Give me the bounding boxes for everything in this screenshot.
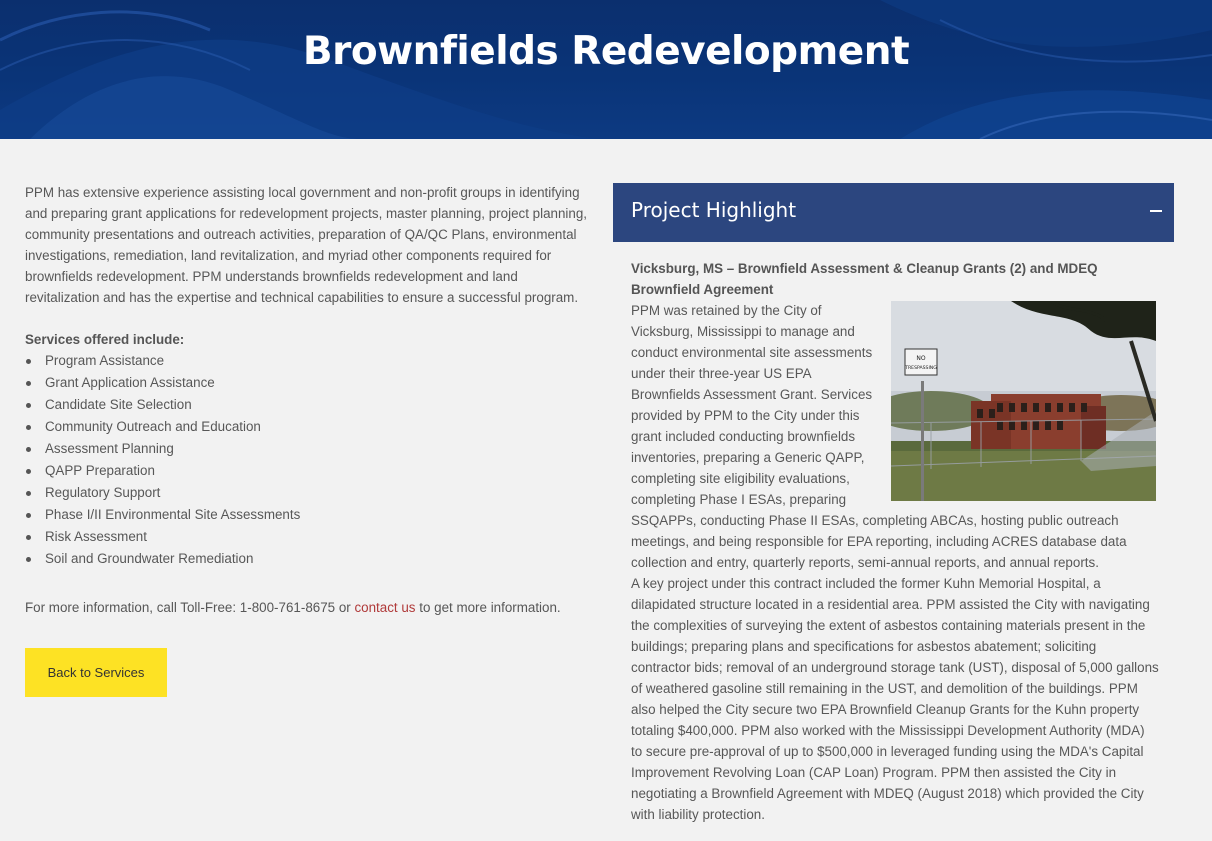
minus-icon[interactable]: [1150, 210, 1162, 212]
list-item: Regulatory Support: [25, 482, 590, 504]
more-info-before: For more information, call Toll-Free: 1-800-761-8675 or: [25, 600, 355, 615]
sign-line-1: NO: [916, 355, 926, 362]
hospital-site-image: [891, 301, 1156, 501]
list-item: Risk Assessment: [25, 526, 590, 548]
page-title: Brownfields Redevelopment: [302, 29, 910, 74]
list-item: Community Outreach and Education: [25, 416, 590, 438]
intro-paragraph: PPM has extensive experience assisting local government and non-profit groups in identifying and preparing grant applications for redevelopment projects, master planning, project planning, community presentations and outreach activities, preparation of QA/QC Plans, environmental investigations, remediation, land revitalization, and myriad other components required for brownfields redevelopment. PPM understands brownfields redevelopment and land revitalization and has the expertise and technical capabilities to ensure a successful program.: [25, 185, 588, 305]
site-photo: [891, 301, 1156, 501]
project-highlight-header[interactable]: [613, 183, 1174, 242]
services-list: [25, 350, 590, 570]
project-highlight-title: Project Highlight: [631, 198, 797, 222]
services-heading: Services offered include:: [25, 332, 185, 347]
more-info-after: to get more information.: [415, 600, 561, 615]
list-item: QAPP Preparation: [25, 460, 590, 482]
list-item: Grant Application Assistance: [25, 372, 590, 394]
project-highlight-content: [631, 258, 1159, 825]
list-item: Phase I/II Environmental Site Assessments: [25, 504, 590, 526]
project-paragraph-2: A key project under this contract included the former Kuhn Memorial Hospital, a dilapidated structure located in a residential area. PPM assisted the City with navigating the complexities of surveying the extent of asbestos containing materials present in the buildings; preparing plans and specifications for asbestos abatement; soliciting contractor bids; removal of an underground storage tank (UST), disposal of 5,000 gallons of weathered gasoline still remaining in the UST, and demolition of the buildings. PPM also helped the City secure two EPA Brownfield Cleanup Grants for the Kuhn property totaling $400,000. PPM also worked with the Mississippi Development Authority (MDA) to secure pre-approval of up to $500,000 in leveraged funding using the MDA's Capital Improvement Revolving Loan (CAP Loan) Program. PPM then assisted the City in negotiating a Brownfield Agreement with MDEQ (August 2018) which provided the City with liability protection.: [631, 576, 1159, 822]
project-title: Vicksburg, MS – Brownfield Assessment & Cleanup Grants (2) and MDEQ Brownfield Agreement: [631, 261, 1098, 297]
service-description: [25, 182, 590, 618]
contact-us-link[interactable]: contact us: [354, 600, 416, 615]
page-hero: [0, 0, 1212, 139]
list-item: Soil and Groundwater Remediation: [25, 548, 590, 570]
list-item: Candidate Site Selection: [25, 394, 590, 416]
more-info-text: [25, 597, 590, 618]
list-item: Assessment Planning: [25, 438, 590, 460]
project-paragraph-1: PPM was retained by the City of Vicksburg, Mississippi to manage and conduct environmental site assessments under their three-year US EPA Brownfields Assessment Grant. Services provided by PPM to the City under this grant included conducting brownfields inventories, preparing a Generic QAPP, completing site eligibility evaluations, completing Phase I ESAs, preparing SSQAPPs, conducting Phase II ESAs, completing ABCAs, hosting public outreach meetings, and being responsible for EPA reporting, including ACRES database data collection and entry, quarterly reports, semi-annual reports, and annual reports.: [631, 303, 1127, 570]
back-to-services-button[interactable]: Back to Services: [25, 648, 167, 697]
list-item: Program Assistance: [25, 350, 590, 372]
sign-line-2: TRESPASSING: [905, 366, 937, 371]
